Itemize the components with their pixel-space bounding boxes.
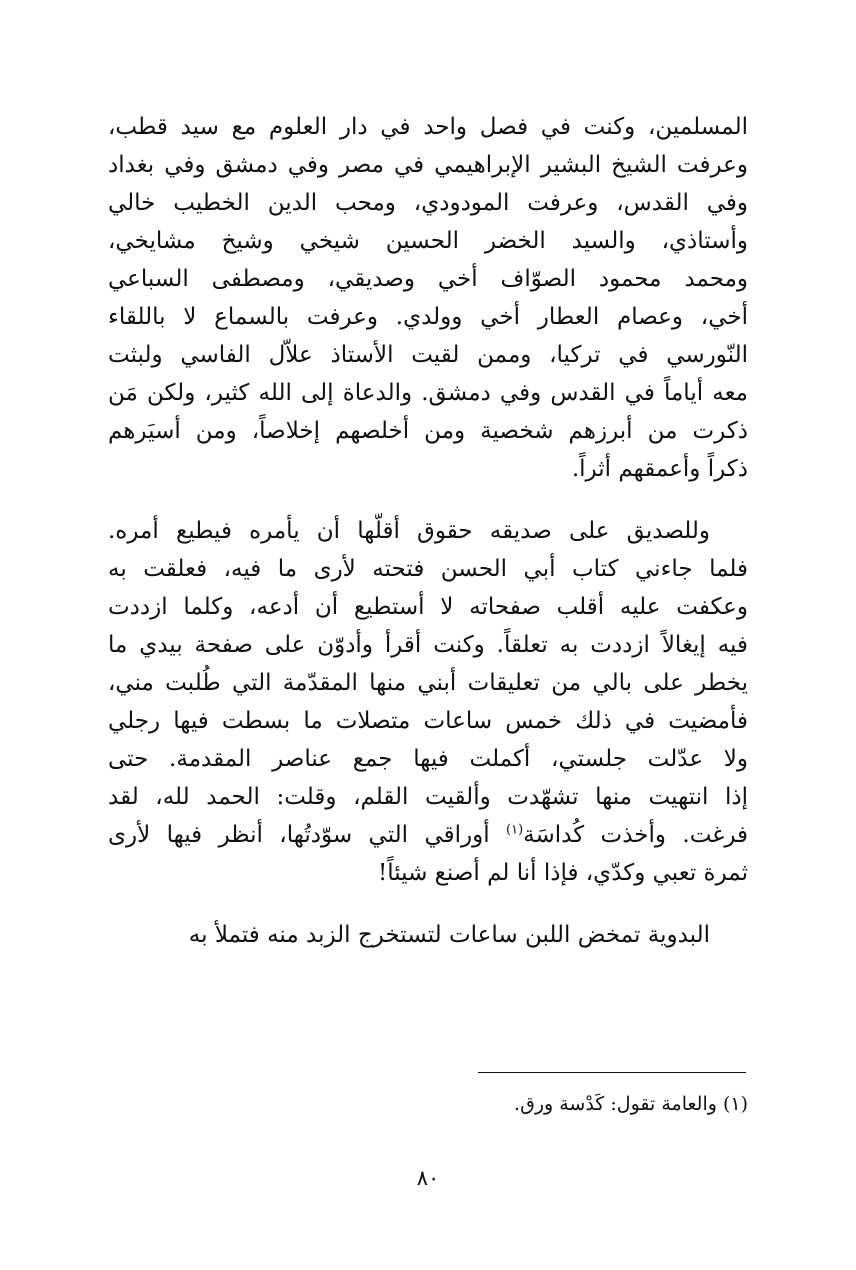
- text-line: وعرفت الشيخ البشير الإبراهيمي في مصر وفي دمشق وفي بغداد: [108, 152, 748, 178]
- text-line: ذكراً وأعمقهم أثراً.: [571, 456, 748, 482]
- text-line: وفي القدس، وعرفت المودودي، ومحب الدين الخطيب خالي: [108, 190, 748, 216]
- text-line: ولا عدّلت جلستي، أكملت فيها جمع عناصر المقدمة. حتى: [108, 746, 748, 772]
- text-segment: أوراقي التي سوّدتُها، أنظر فيها لأرى: [108, 822, 506, 848]
- text-line: معه أياماً في القدس وفي دمشق. والدعاة إلى الله كثير، ولكن مَن: [108, 380, 748, 406]
- text-line: المسلمين، وكنت في فصل واحد في دار العلوم مع سيد قطب،: [108, 114, 748, 140]
- text-line: يخطر على بالي من تعليقات أبني منها المقدّمة التي طُلبت مني،: [108, 670, 748, 696]
- text-line: فأمضيت في ذلك خمس ساعات متصلات ما بسطت فيها رجلي: [108, 708, 748, 734]
- paragraph-2: [108, 512, 748, 892]
- text-line: وأستاذي، والسيد الخضر الحسين شيخي وشيخ مشايخي،: [108, 228, 748, 254]
- footnote-divider: [478, 1072, 746, 1073]
- page-number: ٨٠: [416, 1166, 440, 1190]
- footnote: (١) والعامة تقول: كَدْسة ورق.: [514, 1093, 748, 1115]
- paragraph-3: [108, 916, 748, 954]
- text-line: فيه إيغالاً ازددت به تعلقاً. وكنت أقرأ وأدوّن على صفحة بيدي ما: [108, 632, 748, 658]
- text-line: فلما جاءني كتاب أبي الحسن فتحته لأرى ما فيه، فعلقت به: [108, 556, 748, 582]
- page-body: [108, 108, 748, 954]
- text-line: ذكرت من أبرزهم شخصية ومن أخلصهم إخلاصاً، ومن أسيَرهم: [108, 418, 748, 444]
- text-line: ومحمد محمود الصوّاف أخي وصديقي، ومصطفى السباعي: [108, 266, 748, 292]
- text-line: إذا انتهيت منها تشهّدت وألقيت القلم، وقلت: الحمد لله، لقد: [108, 784, 748, 810]
- text-line: أخي، وعصام العطار أخي وولدي. وعرفت بالسماع لا باللقاء: [108, 304, 748, 330]
- text-line-with-footnote-ref: [108, 816, 748, 854]
- text-line: وللصديق على صديقه حقوق أقلّها أن يأمره فيطيع أمره.: [108, 518, 710, 544]
- text-line: ثمرة تعبي وكدّي، فإذا أنا لم أصنع شيئاً!: [377, 860, 748, 886]
- footnote-marker[interactable]: (١): [506, 822, 524, 838]
- text-line: البدوية تمخض اللبن ساعات لتستخرج الزبد منه فتملأ به: [188, 922, 710, 948]
- text-line: وعكفت عليه أقلب صفحاته لا أستطيع أن أدعه، وكلما ازددت: [108, 594, 748, 620]
- text-line: النّورسي في تركيا، وممن لقيت الأستاذ علاّل الفاسي ولبثت: [108, 342, 748, 368]
- text-segment: فرغت. وأخذت كُداسَة: [523, 822, 748, 848]
- paragraph-1: [108, 108, 748, 488]
